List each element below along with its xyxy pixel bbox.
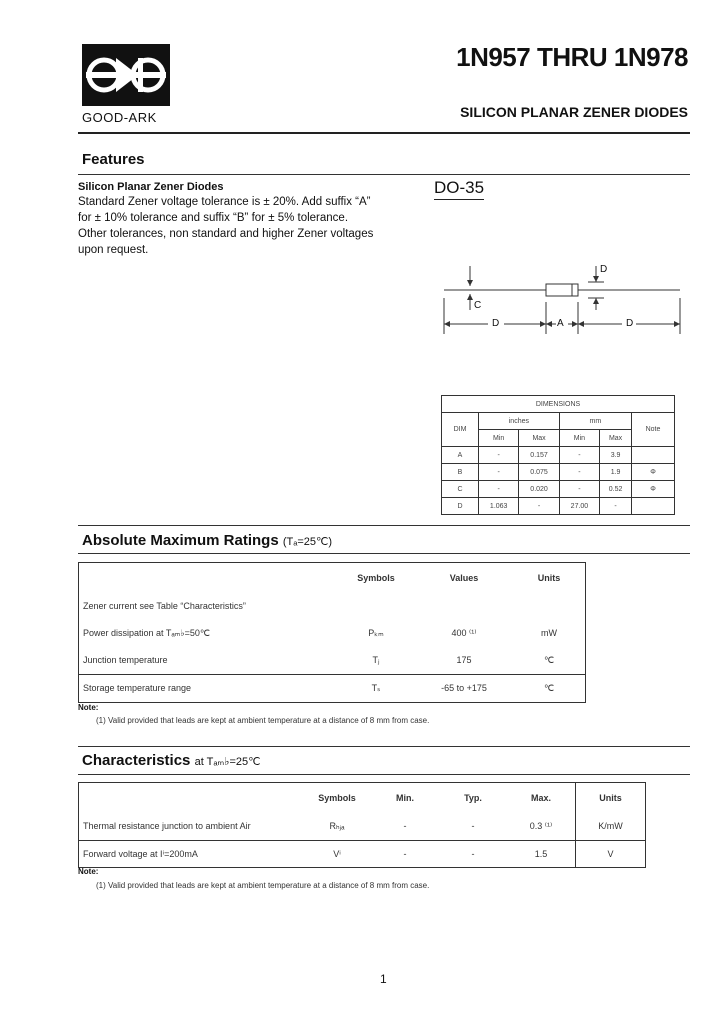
- table-cell: -: [600, 498, 632, 515]
- col-units: Units: [599, 792, 622, 803]
- table-row: [442, 396, 675, 413]
- table-cell: 0.075: [519, 464, 559, 481]
- symbol-cell: Tₛ: [371, 682, 381, 693]
- param-name: Power dissipation at Tₐₘ♭=50℃: [83, 627, 210, 638]
- char-heading: [82, 752, 260, 769]
- dimensions-title: DIMENSIONS: [442, 396, 675, 413]
- package-name: DO-35: [434, 178, 484, 200]
- table-cell: -: [559, 447, 599, 464]
- unit-cell: ℃: [543, 682, 555, 693]
- inches-header: inches: [479, 413, 560, 430]
- features-line: Standard Zener voltage tolerance is ± 20%. Add suffix “A”: [78, 196, 371, 208]
- good-ark-logo: [82, 44, 170, 106]
- col-typ: Typ.: [464, 792, 482, 803]
- table-cell: [632, 447, 675, 464]
- features-title: Silicon Planar Zener Diodes: [78, 181, 224, 193]
- amr-heading-underline: [78, 553, 690, 554]
- table-row: [79, 783, 646, 813]
- col-min: Min.: [396, 792, 414, 803]
- table-cell: -: [479, 481, 519, 498]
- amr-note-heading: Note:: [78, 703, 99, 712]
- table-row: [442, 464, 675, 481]
- symbol-cell: Pₖₘ: [368, 627, 384, 638]
- amr-heading-text: Absolute Maximum Ratings: [82, 532, 279, 549]
- table-cell: A: [442, 447, 479, 464]
- col-symbols: Symbols: [357, 572, 395, 583]
- logo-text: GOOD-ARK: [82, 110, 157, 125]
- char-heading-text: Characteristics: [82, 752, 191, 769]
- value-cell: 0.3 ⁽¹⁾: [507, 813, 576, 841]
- table-row: [79, 841, 646, 868]
- param-name: Zener current see Table “Characteristics”: [83, 601, 246, 611]
- table-cell: [513, 593, 586, 620]
- features-line: Other tolerances, non standard and higher Zener voltages: [78, 228, 374, 240]
- table-cell: -: [403, 849, 407, 859]
- col-max: Max.: [507, 783, 576, 813]
- symbol-cell: Vⁱ: [333, 848, 341, 859]
- unit-cell: K/mW: [598, 821, 623, 832]
- col-min: Min: [479, 430, 519, 447]
- features-line: upon request.: [78, 244, 149, 256]
- param-name: Thermal resistance junction to ambient Air: [83, 821, 251, 832]
- table-cell: [79, 783, 304, 813]
- table-row: [79, 674, 586, 702]
- char-note-text: (1) Valid provided that leads are kept at ambient temperature at a distance of 8 mm from case.: [96, 881, 430, 890]
- table-cell: Φ: [632, 464, 675, 481]
- col-max: Max: [519, 430, 559, 447]
- symbol-cell: Rₕⱼₐ: [329, 820, 345, 831]
- table-cell: 1.9: [600, 464, 632, 481]
- value-cell: -65 to +175: [441, 683, 487, 693]
- table-row: [79, 647, 586, 675]
- char-heading-underline: [78, 774, 690, 775]
- amr-divider: [78, 525, 690, 526]
- char-condition: at Tₐₘ♭=25℃: [194, 756, 261, 768]
- package-label-mid: A: [557, 318, 564, 329]
- unit-cell: mW: [541, 628, 557, 638]
- mm-header: mm: [559, 413, 631, 430]
- table-cell: 27.00: [559, 498, 599, 515]
- col-min: Min: [559, 430, 599, 447]
- table-row: [79, 593, 586, 620]
- note-header: Note: [632, 413, 675, 447]
- table-cell: 0.157: [519, 447, 559, 464]
- char-divider: [78, 746, 690, 747]
- col-symbols: Symbols: [318, 792, 356, 803]
- table-row: [442, 481, 675, 498]
- table-row: [79, 813, 646, 841]
- col-max: Max: [600, 430, 632, 447]
- table-cell: C: [442, 481, 479, 498]
- characteristics-table: [78, 782, 646, 868]
- table-cell: [79, 563, 338, 593]
- amr-table: [78, 562, 586, 703]
- page-number: 1: [380, 972, 387, 986]
- dimensions-table: [441, 395, 675, 515]
- table-cell: -: [471, 821, 475, 832]
- table-row: [442, 413, 675, 430]
- features-divider: [78, 174, 690, 175]
- param-name: Junction temperature: [83, 655, 168, 665]
- package-label-c: C: [474, 300, 482, 311]
- table-cell: -: [403, 821, 407, 832]
- package-label-left: D: [492, 318, 500, 329]
- table-cell: -: [519, 498, 559, 515]
- symbol-cell: Tⱼ: [372, 654, 380, 665]
- unit-cell: V: [607, 849, 614, 859]
- table-cell: -: [559, 464, 599, 481]
- amr-note-text: (1) Valid provided that leads are kept at ambient temperature at a distance of 8 mm from case.: [96, 716, 430, 725]
- char-note-heading: Note:: [78, 867, 99, 876]
- table-cell: -: [559, 481, 599, 498]
- dim-header: DIM: [442, 413, 479, 447]
- table-cell: -: [479, 464, 519, 481]
- package-label-d: D: [600, 264, 608, 275]
- table-cell: [632, 498, 675, 515]
- unit-cell: ℃: [543, 654, 555, 665]
- package-label-right: D: [626, 318, 634, 329]
- page-subtitle: SILICON PLANAR ZENER DIODES: [460, 104, 688, 120]
- table-cell: [415, 593, 513, 620]
- table-cell: Φ: [632, 481, 675, 498]
- features-line: for ± 10% tolerance and suffix “B” for ± 5% tolerance.: [78, 212, 349, 224]
- table-cell: 3.9: [600, 447, 632, 464]
- param-name: Forward voltage at Iⁱ=200mA: [83, 848, 198, 859]
- table-row: [442, 447, 675, 464]
- table-cell: [337, 593, 415, 620]
- col-units: Units: [537, 572, 561, 583]
- table-row: [442, 498, 675, 515]
- table-cell: 0.52: [600, 481, 632, 498]
- amr-heading: [82, 532, 332, 549]
- header-divider: [78, 132, 690, 134]
- table-row: [79, 563, 586, 593]
- param-name: Storage temperature range: [83, 683, 192, 693]
- page-title: 1N957 THRU 1N978: [456, 42, 688, 72]
- features-heading: Features: [82, 151, 145, 168]
- table-cell: D: [442, 498, 479, 515]
- amr-condition: (Tₐ=25℃): [282, 536, 333, 548]
- table-cell: 0.020: [519, 481, 559, 498]
- value-cell: 1.5: [507, 841, 576, 868]
- table-row: [79, 620, 586, 647]
- table-cell: 1.063: [479, 498, 519, 515]
- table-cell: -: [471, 849, 475, 859]
- value-cell: 175: [456, 655, 472, 665]
- table-cell: B: [442, 464, 479, 481]
- value-cell: 400 ⁽¹⁾: [451, 627, 477, 638]
- table-cell: -: [479, 447, 519, 464]
- col-values: Values: [449, 572, 479, 583]
